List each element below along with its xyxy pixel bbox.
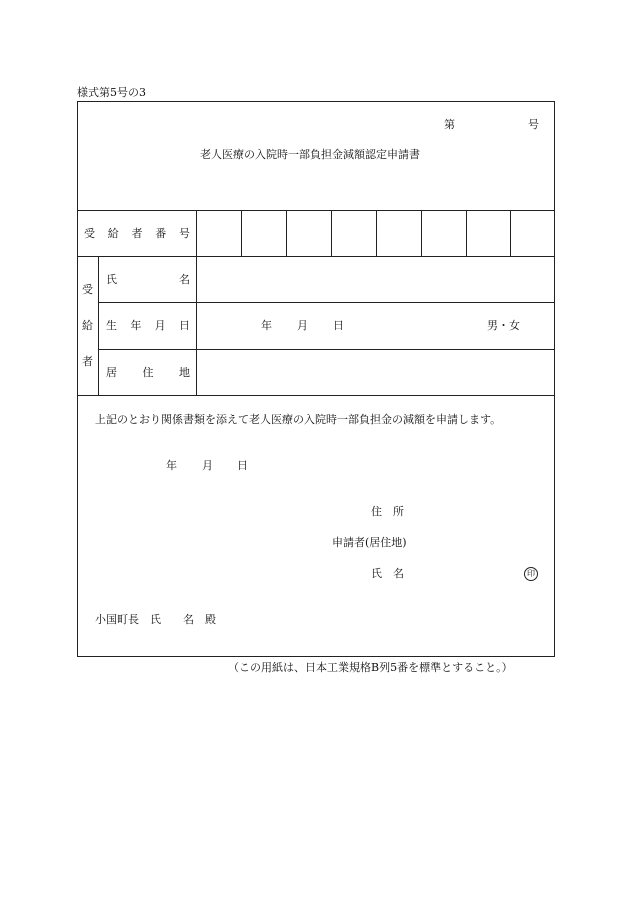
divider — [466, 210, 467, 256]
divider — [421, 210, 422, 256]
number-prefix: 第 — [444, 118, 455, 131]
divider — [286, 210, 287, 256]
divider — [376, 210, 377, 256]
applicant-address-label: 住 所 — [371, 505, 404, 518]
applicant-name-label: 氏 名 — [371, 567, 404, 580]
birth-date-label: 生 年 月 日 — [106, 319, 190, 332]
number-suffix: 号 — [528, 118, 539, 131]
divider — [510, 210, 511, 256]
recipient-group-label-1: 受 — [82, 283, 93, 296]
applicant-label: 申請者(居住地) — [332, 536, 407, 549]
statement-text: 上記のとおり関係書類を添えて老人医療の入院時一部負担金の減額を申請します。 — [95, 413, 502, 426]
date-year: 年 — [166, 459, 177, 472]
address-label: 居 住 地 — [106, 366, 190, 379]
recipient-group-label-2: 給 — [82, 319, 93, 332]
footer-note: （この用紙は、日本工業規格B列5番を標準とすること。） — [228, 661, 513, 674]
divider — [241, 210, 242, 256]
seal-icon: 印 — [524, 567, 538, 581]
divider — [98, 256, 99, 395]
date-month: 月 — [202, 459, 213, 472]
birth-month: 月 — [297, 319, 308, 332]
divider — [331, 210, 332, 256]
divider — [77, 256, 555, 257]
addressee: 小国町長 氏 名 殿 — [95, 613, 216, 626]
name-label: 氏 名 — [106, 273, 190, 286]
birth-day: 日 — [333, 319, 344, 332]
divider — [77, 210, 555, 211]
gender-options: 男・女 — [487, 319, 520, 332]
divider — [98, 349, 555, 350]
date-day: 日 — [237, 459, 248, 472]
recipient-group-label-3: 者 — [82, 355, 93, 368]
form-number: 様式第5号の3 — [77, 86, 146, 99]
birth-year: 年 — [261, 319, 272, 332]
recipient-number-label: 受 給 者 番 号 — [84, 227, 190, 240]
divider — [77, 395, 555, 396]
divider — [98, 302, 555, 303]
form-title: 老人医療の入院時一部負担金減額認定申請書 — [200, 148, 420, 161]
divider — [196, 210, 197, 395]
application-form — [77, 101, 555, 657]
